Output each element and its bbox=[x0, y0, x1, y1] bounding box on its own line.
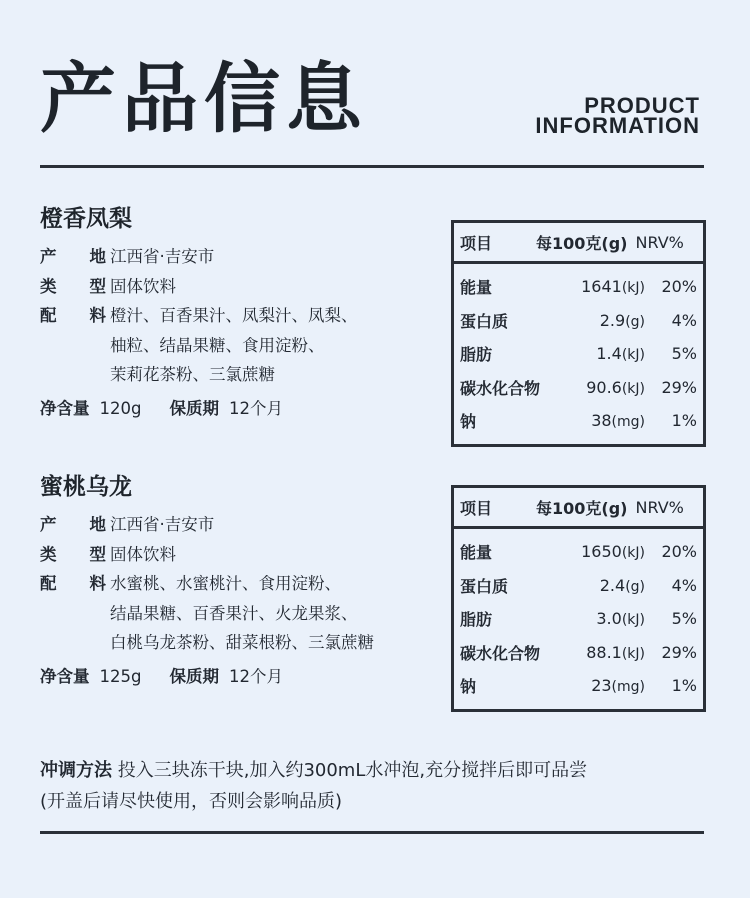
type-row bbox=[40, 272, 358, 302]
page-title-english bbox=[535, 93, 700, 138]
method-label: 冲调方法 bbox=[40, 760, 112, 781]
shelf-label: 保质期 bbox=[169, 666, 219, 686]
nutrition-table bbox=[451, 220, 706, 447]
origin-value: 江西省·吉安市 bbox=[110, 515, 215, 534]
ingredients-value: 水蜜桃、水蜜桃汁、食用淀粉、 结晶果糖、百香果汁、火龙果浆、 白桃乌龙茶粉、甜菜根粉、三氯蔗糖 bbox=[110, 574, 374, 652]
nutrition-row: 钠 23(mg) 1% bbox=[460, 676, 697, 697]
ingredients-row bbox=[40, 301, 358, 390]
product-peach-oolong bbox=[40, 470, 374, 692]
nutrition-row: 碳水化合物 88.1(kJ) 29% bbox=[460, 642, 697, 663]
product-name: 蜜桃乌龙 bbox=[40, 474, 132, 500]
top-divider bbox=[40, 165, 704, 168]
net-shelf-row bbox=[40, 662, 374, 692]
origin-label: 产 地 bbox=[40, 247, 106, 266]
nutrition-row: 钠 38(mg) 1% bbox=[460, 411, 697, 432]
net-value: 125g bbox=[99, 666, 142, 686]
preparation-method bbox=[40, 755, 720, 817]
type-row bbox=[40, 540, 374, 570]
net-label: 净含量 bbox=[40, 666, 90, 686]
header-nrv: NRV% bbox=[635, 497, 684, 517]
nutrition-table bbox=[451, 485, 706, 712]
nutrition-row: 能量 1650(kJ) 20% bbox=[460, 542, 697, 563]
nutrition-row: 能量 1641(kJ) 20% bbox=[460, 277, 697, 298]
product-name: 橙香凤梨 bbox=[40, 206, 132, 232]
shelf-value: 12个月 bbox=[228, 398, 283, 418]
type-value: 固体饮料 bbox=[110, 276, 176, 296]
header-item: 项目 bbox=[460, 233, 493, 253]
type-value: 固体饮料 bbox=[110, 544, 176, 564]
nutrition-header bbox=[454, 223, 703, 264]
shelf-label: 保质期 bbox=[169, 398, 219, 418]
nutrition-row: 碳水化合物 90.6(kJ) 29% bbox=[460, 377, 697, 398]
type-label: 类 型 bbox=[40, 276, 106, 296]
origin-value: 江西省·吉安市 bbox=[110, 247, 215, 266]
nutrition-row: 脂肪 3.0(kJ) 5% bbox=[460, 609, 697, 630]
header-item: 项目 bbox=[460, 498, 493, 518]
ingredients-label: 配 料 bbox=[40, 306, 106, 325]
net-value: 120g bbox=[99, 398, 142, 418]
header-nrv: NRV% bbox=[635, 232, 684, 252]
ingredients-value: 橙汁、百香果汁、凤梨汁、凤梨、 柚粒、结晶果糖、食用淀粉、 茉莉花茶粉、三氯蔗糖 bbox=[110, 306, 358, 384]
nutrition-row: 蛋白质 2.4(g) 4% bbox=[460, 575, 697, 596]
ingredients-label: 配 料 bbox=[40, 574, 106, 593]
nutrition-header bbox=[454, 488, 703, 529]
header-per100g: 每100克(g) bbox=[536, 233, 628, 253]
origin-row bbox=[40, 510, 374, 540]
type-label: 类 型 bbox=[40, 544, 106, 564]
net-shelf-row bbox=[40, 394, 358, 424]
method-note: (开盖后请尽快使用，否则会影响品质) bbox=[40, 791, 343, 812]
nutrition-row: 蛋白质 2.9(g) 4% bbox=[460, 310, 697, 331]
origin-row bbox=[40, 242, 358, 272]
page-title: 产品信息 bbox=[40, 54, 368, 143]
product-orange-pineapple bbox=[40, 202, 358, 424]
nutrition-row: 脂肪 1.4(kJ) 5% bbox=[460, 344, 697, 365]
ingredients-row bbox=[40, 569, 374, 658]
title-en-line2: INFORMATION bbox=[535, 113, 700, 138]
method-text: 投入三块冻干块,加入约300mL水冲泡,充分搅拌后即可品尝 bbox=[117, 760, 588, 781]
origin-label: 产 地 bbox=[40, 515, 106, 534]
bottom-divider bbox=[40, 831, 704, 834]
shelf-value: 12个月 bbox=[228, 666, 283, 686]
header-per100g: 每100克(g) bbox=[536, 498, 628, 518]
title-en-line1: PRODUCT bbox=[584, 93, 700, 118]
net-label: 净含量 bbox=[40, 398, 90, 418]
